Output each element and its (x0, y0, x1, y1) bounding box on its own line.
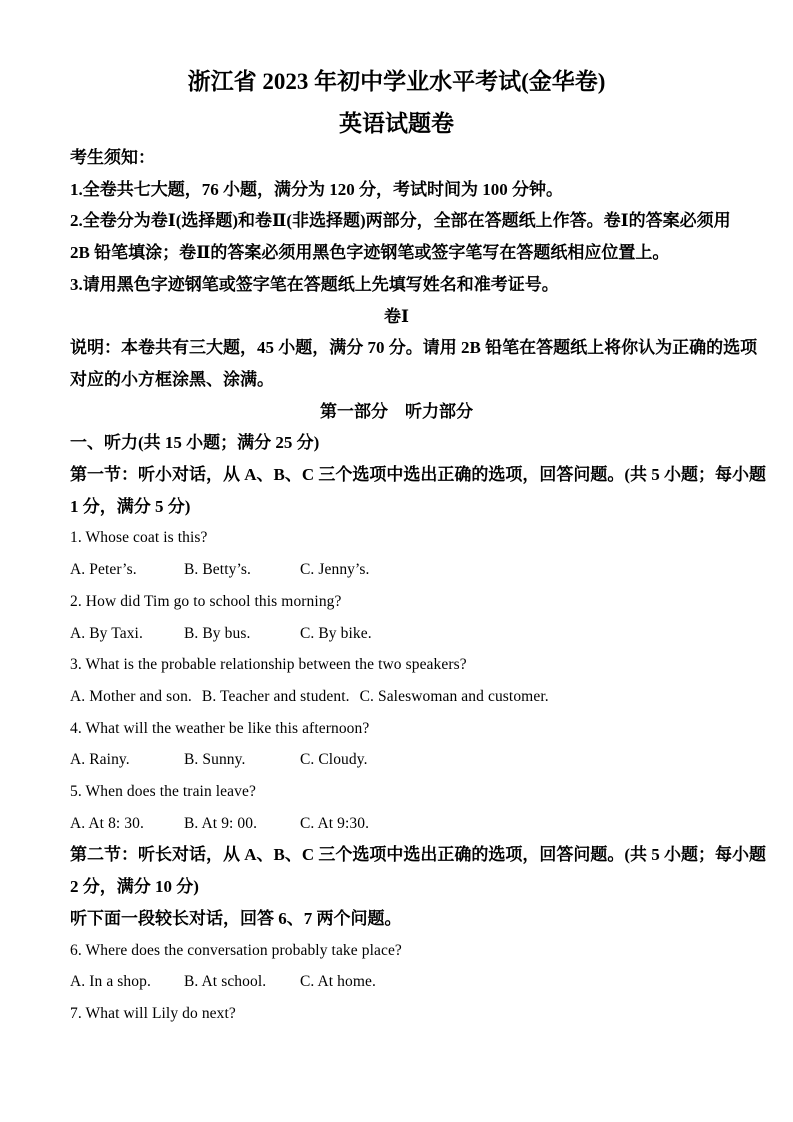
volume1-note-line-2: 对应的小方框涂黑、涂满。 (70, 369, 274, 389)
question-1-options (70, 554, 723, 586)
listening-section-title: 一、听力(共 15 小题；满分 25 分) (70, 433, 320, 453)
exam-title: 浙江省 2023 年初中学业水平考试(金华卷) (187, 69, 606, 94)
question-6-option-b: B. At school. (183, 973, 267, 991)
question-1-option-b: B. Betty’s. (183, 561, 251, 579)
question-4-options (70, 744, 723, 776)
question-2-option-a: A. By Taxi. (70, 624, 143, 642)
question-6-text: 6. Where does the conversation probably take place? (70, 941, 402, 959)
question-3-option-b: B. Teacher and student. (201, 687, 350, 705)
volume1-note-line-1: 说明：本卷共有三大题，45 小题，满分 70 分。请用 2B 铅笔在答题纸上将你认为正确的选项 (70, 338, 758, 358)
section1-instruction-line-1: 第一节：听小对话，从 A、B、C 三个选项中选出正确的选项，回答问题。(共 5 小题；每小题 (70, 465, 767, 485)
question-4-option-b: B. Sunny. (183, 751, 246, 769)
section1-instruction-line-2: 1 分，满分 5 分) (70, 496, 191, 516)
question-5-option-c: C. At 9:30. (299, 814, 370, 832)
question-1-option-c: C. Jenny’s. (299, 561, 370, 579)
section2-instruction-line-1: 第二节：听长对话，从 A、B、C 三个选项中选出正确的选项，回答问题。(共 5 小题；每小题 (70, 845, 767, 865)
question-5-option-b: B. At 9: 00. (183, 814, 258, 832)
question-2-option-c: C. By bike. (299, 624, 372, 642)
section2-instruction-line-2: 2 分，满分 10 分) (70, 877, 199, 897)
question-2-options (70, 618, 723, 650)
question-3-options (70, 681, 723, 713)
question-3-text: 3. What is the probable relationship between the two speakers? (70, 656, 467, 674)
notice-heading: 考生须知： (70, 148, 155, 167)
question-2-option-b: B. By bus. (183, 624, 251, 642)
question-4-option-c: C. Cloudy. (299, 751, 368, 769)
question-5-option-a: A. At 8: 30. (70, 814, 144, 832)
question-1-text: 1. Whose coat is this? (70, 529, 208, 547)
question-4-option-a: A. Rainy. (70, 751, 130, 769)
question-4-text: 4. What will the weather be like this afternoon? (70, 719, 370, 737)
question-1-option-a: A. Peter’s. (70, 561, 137, 579)
question-6-option-a: A. In a shop. (70, 973, 151, 991)
question-3-option-c: C. Saleswoman and customer. (359, 687, 549, 705)
question-5-options (70, 808, 723, 840)
notice-line-2-cont: 2B 铅笔填涂；卷Ⅱ的答案必须用黑色字迹钢笔或签字笔写在答题纸相应位置上。 (70, 243, 670, 263)
exam-subtitle: 英语试题卷 (339, 111, 454, 136)
question-6-options (70, 966, 723, 998)
question-3-option-a: A. Mother and son. (70, 687, 192, 705)
part1-heading: 第一部分 听力部分 (320, 401, 473, 421)
volume1-heading: 卷Ⅰ (384, 306, 409, 326)
exam-body (70, 142, 767, 1030)
question-2-text: 2. How did Tim go to school this morning? (70, 592, 342, 610)
question-7-text: 7. What will Lily do next? (70, 1004, 236, 1022)
notice-line-2: 2.全卷分为卷Ⅰ(选择题)和卷Ⅱ(非选择题)两部分，全部在答题纸上作答。卷Ⅰ的答案必须用 (70, 211, 731, 231)
notice-line-3: 3.请用黑色字迹钢笔或签字笔在答题纸上先填写姓名和准考证号。 (70, 274, 559, 294)
question-5-text: 5. When does the train leave? (70, 783, 256, 801)
question-6-option-c: C. At home. (299, 973, 376, 991)
notice-line-1: 1.全卷共七大题，76 小题，满分为 120 分，考试时间为 100 分钟。 (70, 179, 563, 199)
dialog1-instruction: 听下面一段较长对话，回答 6、7 两个问题。 (70, 908, 402, 928)
